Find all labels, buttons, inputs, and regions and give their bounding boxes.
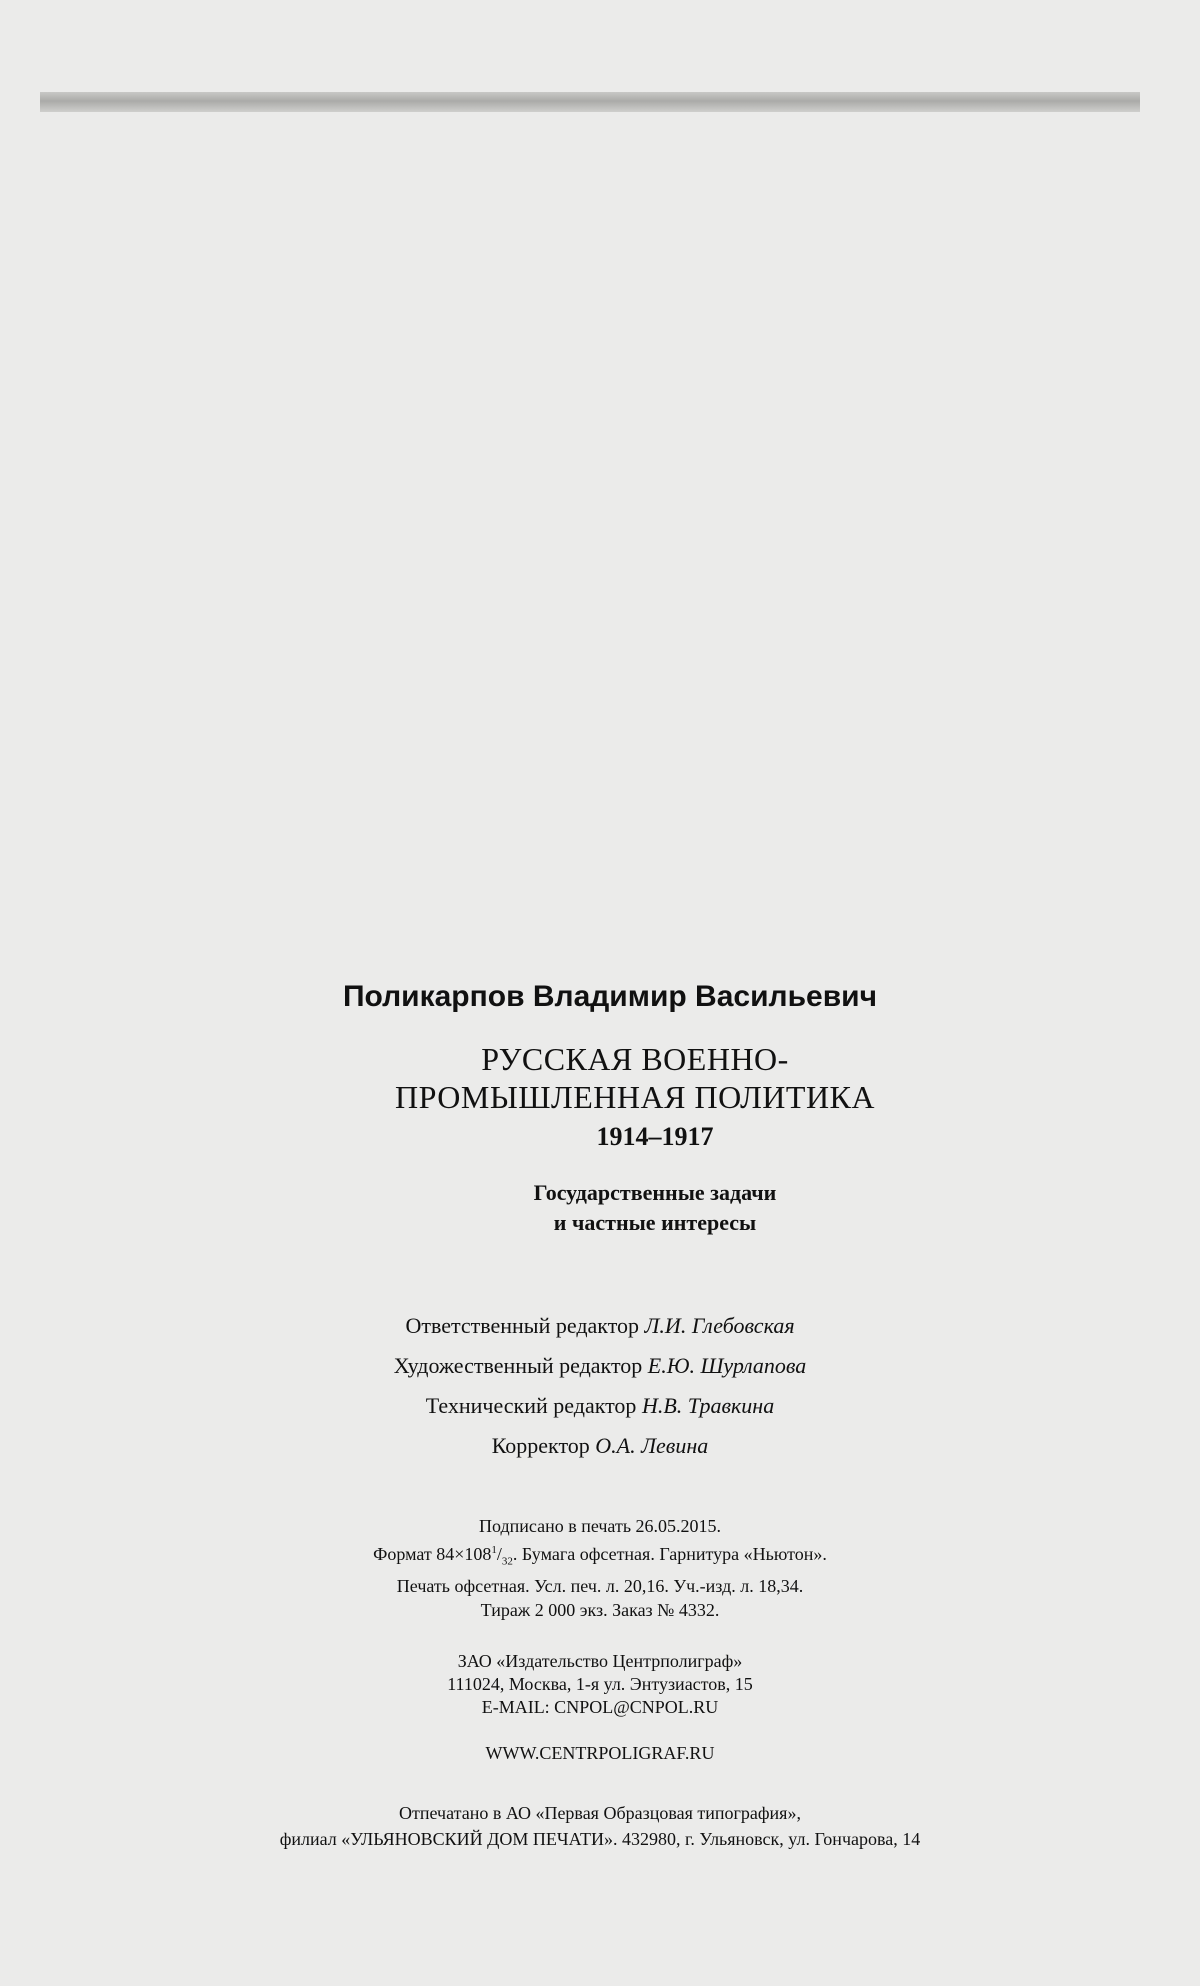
credit-art-editor <box>0 1346 1200 1386</box>
credit-role: Корректор <box>491 1433 590 1458</box>
book-subtitle-line-2: и частные интересы <box>553 1210 757 1235</box>
print-run: Тираж 2 000 экз. Заказ № 4332. <box>480 1599 720 1620</box>
print-sheets: Печать офсетная. Усл. печ. л. 20,16. Уч.-изд. л. 18,34. <box>396 1575 804 1596</box>
book-subtitle <box>110 1178 1200 1238</box>
credit-role: Ответственный редактор <box>405 1313 640 1338</box>
credit-person: Л.И. Глебовская <box>644 1313 795 1338</box>
credit-person: Н.В. Травкина <box>641 1393 775 1418</box>
printer-line-2: филиал «УЛЬЯНОВСКИЙ ДОМ ПЕЧАТИ». 432980, г. Ульяновск, ул. Гончарова, 14 <box>279 1828 921 1849</box>
credit-person: Е.Ю. Шурлапова <box>647 1353 807 1378</box>
author-name: Поликарпов Владимир Васильевич <box>342 980 878 1013</box>
print-format: Формат $84\times 108^1/_{32}$. Бумага офсетная. Гарнитура «Ньютон». <box>373 1544 827 1568</box>
credit-person: О.А. Левина <box>595 1433 709 1458</box>
colophon <box>0 980 1200 1852</box>
page-top-shadow <box>40 92 1140 112</box>
publisher-name: ЗАО «Издательство Центрполиграф» <box>457 1650 743 1671</box>
book-title-line-1: РУССКАЯ ВОЕННО- <box>481 1041 789 1077</box>
credit-proofreader <box>0 1426 1200 1466</box>
book-title-line-2: ПРОМЫШЛЕННАЯ ПОЛИТИКА <box>394 1079 875 1115</box>
publisher-address: 111024, Москва, 1-я ул. Энтузиастов, 15 <box>447 1673 753 1694</box>
credit-role: Художественный редактор <box>393 1353 643 1378</box>
credit-technical-editor <box>0 1386 1200 1426</box>
credit-responsible-editor <box>0 1306 1200 1346</box>
credit-role: Технический редактор <box>425 1393 637 1418</box>
book-subtitle-line-1: Государственные задачи <box>533 1180 777 1205</box>
book-years: 1914–1917 <box>596 1122 714 1151</box>
print-signed-date: Подписано в печать 26.05.2015. <box>478 1516 722 1536</box>
printer-line-1: Отпечатано в АО «Первая Образцовая типография», <box>399 1802 801 1823</box>
editor-credits <box>0 1306 1200 1466</box>
publisher-info <box>0 1650 1200 1719</box>
book-title <box>70 1040 1200 1116</box>
print-details <box>0 1514 1200 1622</box>
publisher-email: E-MAIL: CNPOL@CNPOL.RU <box>481 1696 719 1717</box>
printer-info <box>0 1800 1200 1852</box>
publisher-website: WWW.CENTRPOLIGRAF.RU <box>485 1742 715 1763</box>
